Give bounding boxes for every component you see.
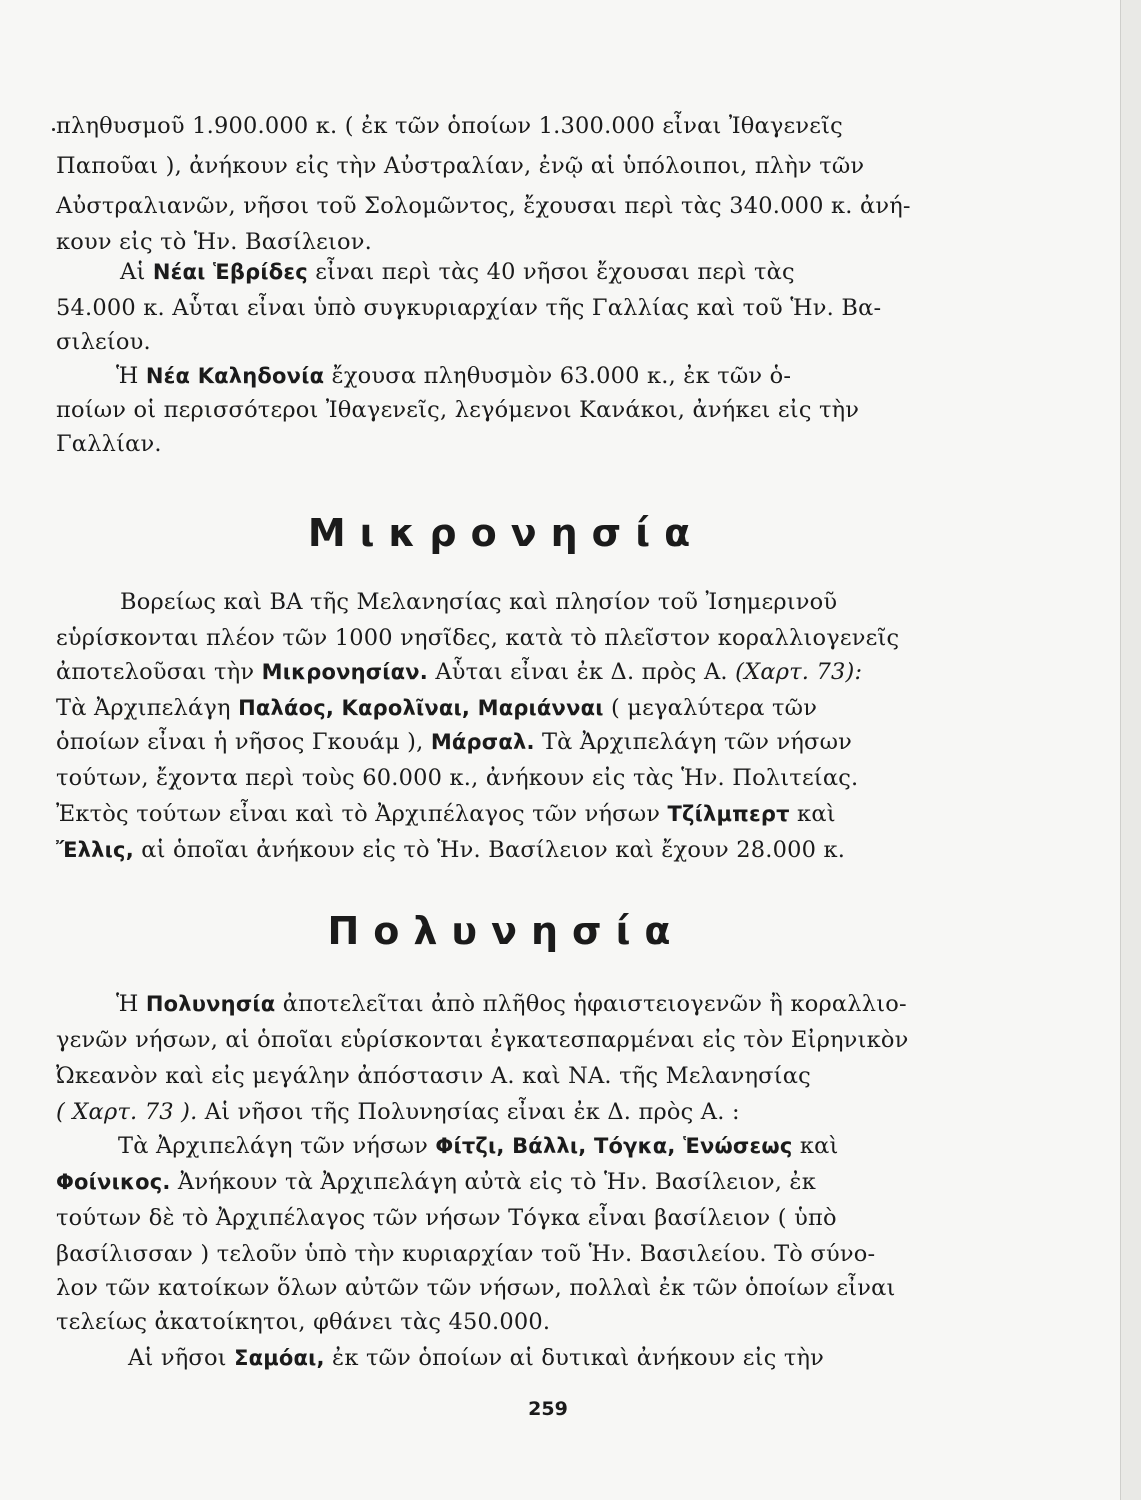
text-line: 54.000 κ. Αὗται εἶναι ὑπὸ συγκυριαρχίαν τῆς Γαλλίας καὶ τοῦ Ἡν. Βα- <box>56 295 882 321</box>
term-ellice: Ἔλλις, <box>56 838 134 862</box>
term-samoa: Σαμόαι, <box>234 1346 325 1370</box>
text-line: Αἱ νῆσοι Σαμόαι, ἐκ τῶν ὁποίων αἱ δυτικαὶ ἀνήκουν εἰς τὴν <box>128 1345 825 1371</box>
text-line: Ὠκεανὸν καὶ εἰς μεγάλην ἀπόστασιν Α. καὶ ΝΑ. τῆς Μελανησίας <box>56 1063 811 1089</box>
text-line: Αἱ Νέαι Ἑβρίδες εἶναι περὶ τὰς 40 νῆσοι ἔχουσαι περὶ τὰς <box>120 259 795 285</box>
term-new-caledonia: Νέα Καληδονία <box>145 364 325 388</box>
text-line: Ἔλλις, αἱ ὁποῖαι ἀνήκουν εἰς τὸ Ἡν. Βασίλειον καὶ ἔχουν 28.000 κ. <box>56 837 846 863</box>
term-polynesia: Πολυνησία <box>145 992 276 1016</box>
page-number: 259 <box>528 1398 568 1420</box>
text-line: Βορείως καὶ ΒΑ τῆς Μελανησίας καὶ πλησίον τοῦ Ἰσημερινοῦ <box>120 589 838 615</box>
text-line: τούτων, ἔχοντα περὶ τοὺς 60.000 κ., ἀνήκουν εἰς τὰς Ἡν. Πολιτείας. <box>56 765 859 791</box>
text-line: κουν εἰς τὸ Ἡν. Βασίλειον. <box>56 229 373 255</box>
text-line: Τὰ Ἀρχιπελάγη τῶν νήσων Φίτζι, Βάλλι, Τόγκα, Ἑνώσεως καὶ <box>118 1133 839 1159</box>
text-line: ὁποίων εἶναι ἡ νῆσος Γκουάμ ), Μάρσαλ. Τὰ Ἀρχιπελάγη τῶν νήσων <box>56 729 853 755</box>
text-line: Φοίνικος. Ἀνήκουν τὰ Ἀρχιπελάγη αὐτὰ εἰς τὸ Ἡν. Βασίλειον, ἐκ <box>56 1169 816 1195</box>
text-line: Ἡ Πολυνησία ἀποτελεῖται ἀπὸ πλῆθος ἡφαιστειογενῶν ἢ κοραλλιο- <box>116 991 907 1017</box>
term-phoenix: Φοίνικος. <box>56 1170 171 1194</box>
text-line: Παποῦαι ), ἀνήκουν εἰς τὴν Αὐστραλίαν, ἐνῷ αἱ ὑπόλοιποι, πλὴν τῶν <box>56 153 865 179</box>
text-line: εὑρίσκονται πλέον τῶν 1000 νησῖδες, κατὰ τὸ πλεῖστον κοραλλιογενεῖς <box>56 625 900 651</box>
term-fiji-group: Φίτζι, Βάλλι, Τόγκα, Ἑνώσεως <box>435 1134 793 1158</box>
text-line: ἀποτελοῦσαι τὴν Μικρονησίαν. Αὗται εἶναι ἐκ Δ. πρὸς Α. (Χαρτ. 73): <box>56 659 863 685</box>
term-archipelagos: Παλάος, Καρολῖναι, Μαριάνναι <box>238 696 604 720</box>
text-line: βασίλισσαν ) τελοῦν ὑπὸ τὴν κυριαρχίαν τοῦ Ἡν. Βασιλείου. Τὸ σύνο- <box>56 1241 876 1267</box>
text-line: τούτων δὲ τὸ Ἀρχιπέλαγος τῶν νήσων Τόγκα εἶναι βασίλειον ( ὑπὸ <box>56 1205 837 1231</box>
section-heading-polynesia: Πολυνησία <box>327 909 685 953</box>
text-line: Ἡ Νέα Καληδονία ἔχουσα πληθυσμὸν 63.000 κ., ἐκ τῶν ὁ- <box>116 363 792 389</box>
term-marshall: Μάρσαλ. <box>430 730 535 754</box>
text-line: πληθυσμοῦ 1.900.000 κ. ( ἐκ τῶν ὁποίων 1.300.000 εἶναι Ἰθαγενεῖς <box>56 113 843 139</box>
term-new-hebrides: Νέαι Ἑβρίδες <box>152 260 308 284</box>
text-line: Ἐκτὸς τούτων εἶναι καὶ τὸ Ἀρχιπέλαγος τῶν νήσων Τζίλμπερτ καὶ <box>56 801 836 827</box>
section-heading-micronesia: Μικρονησία <box>307 511 705 555</box>
text-line: Τὰ Ἀρχιπελάγη Παλάος, Καρολῖναι, Μαριάνναι ( μεγαλύτερα τῶν <box>56 695 818 721</box>
text-line: ( Χαρτ. 73 ). Αἱ νῆσοι τῆς Πολυνησίας εἶναι ἐκ Δ. πρὸς Α. : <box>56 1099 740 1125</box>
text-line: λον τῶν κατοίκων ὅλων αὐτῶν τῶν νήσων, πολλαὶ ἐκ τῶν ὁποίων εἶναι <box>56 1275 896 1301</box>
term-micronesia: Μικρονησίαν. <box>261 660 428 684</box>
page-edge <box>1120 0 1141 1500</box>
text-line: τελείως ἀκατοίκητοι, φθάνει τὰς 450.000. <box>56 1309 551 1335</box>
term-gilbert: Τζίλμπερτ <box>667 802 790 826</box>
text-line: γενῶν νήσων, αἱ ὁποῖαι εὑρίσκονται ἐγκατεσπαρμέναι εἰς τὸν Εἰρηνικὸν <box>56 1027 909 1053</box>
text-line: ποίων οἱ περισσότεροι Ἰθαγενεῖς, λεγόμενοι Κανάκοι, ἀνήκει εἰς τὴν <box>56 397 860 423</box>
text-line: Γαλλίαν. <box>56 431 162 457</box>
text-line: Αὐστραλιανῶν, νῆσοι τοῦ Σολομῶντος, ἔχουσαι περὶ τὰς 340.000 κ. ἀνή- <box>56 193 911 219</box>
text-line: σιλείου. <box>56 329 151 355</box>
speck <box>52 128 55 131</box>
